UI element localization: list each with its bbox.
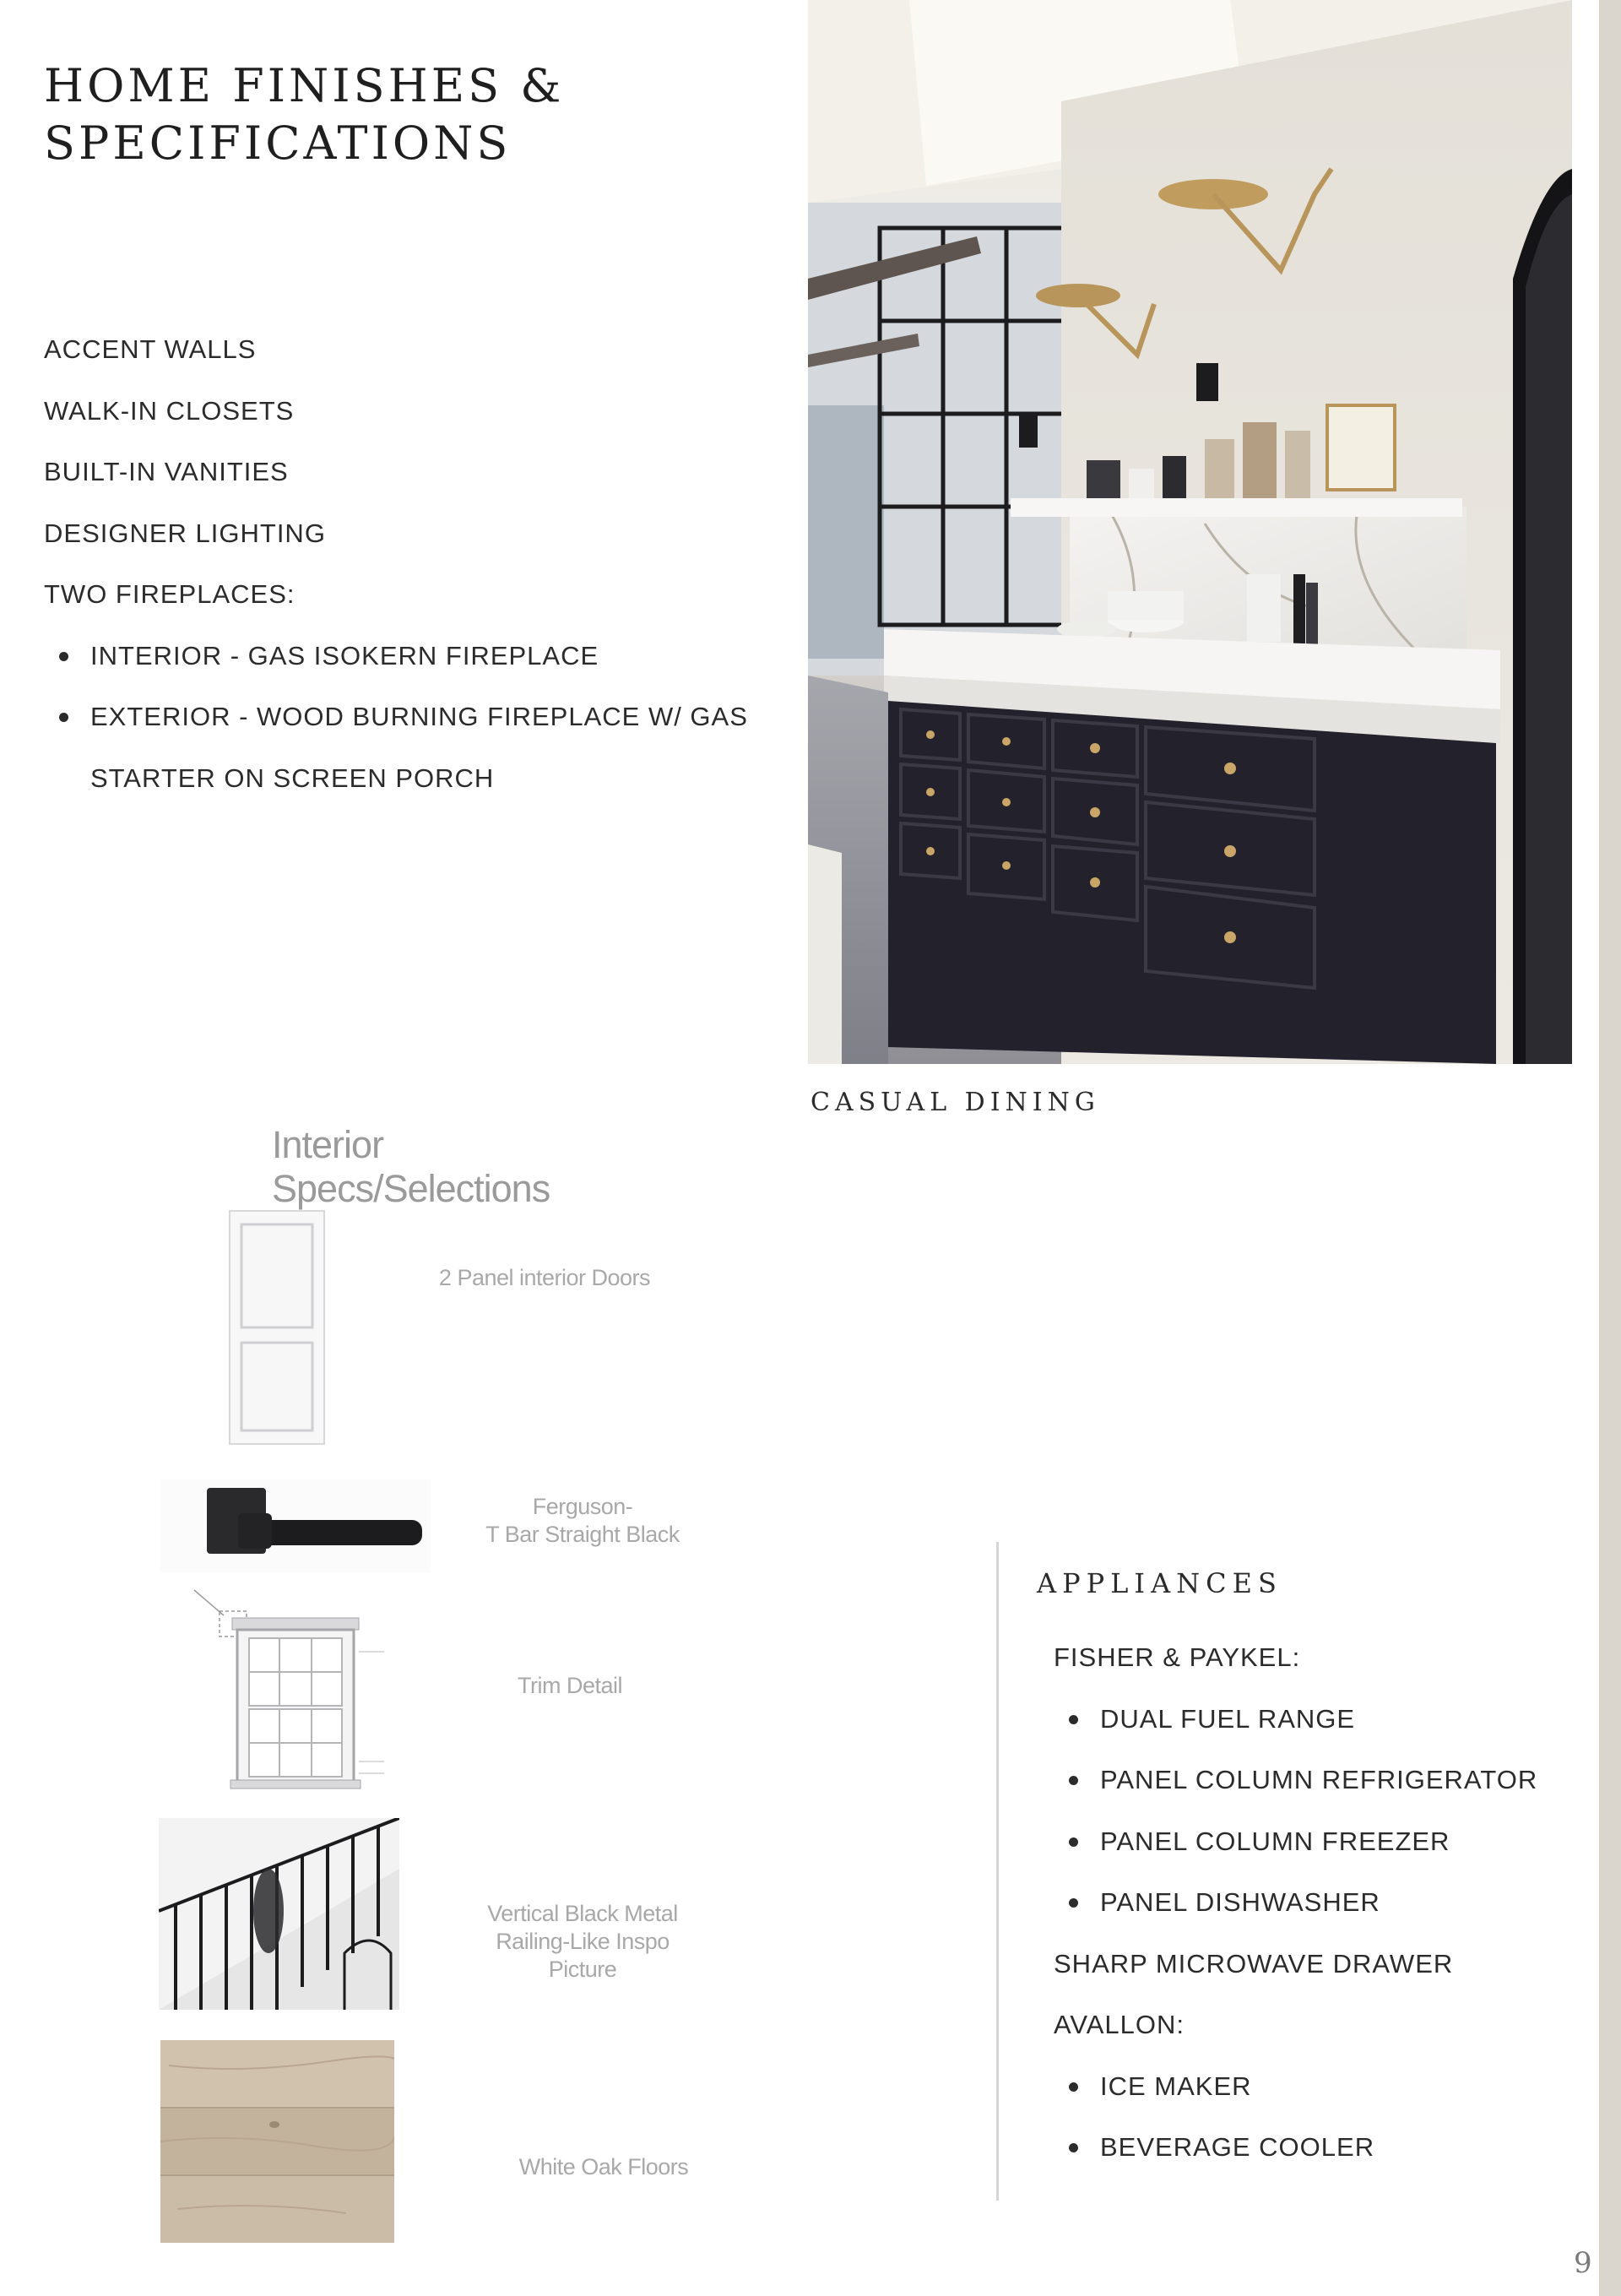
stair-railing-icon [159,1818,399,2010]
appliance-brand-sharp: SHARP MICROWAVE DRAWER [1054,1948,1454,1978]
spec-trim-label: Trim Detail [517,1673,622,1698]
appliance-item [1054,2117,1577,2179]
appliance-brand-avallon: AVALLON: [1054,2010,1185,2039]
spec-railing-line-3: Picture [548,1957,617,1982]
appliance-item-text: ICE MAKER [1100,2071,1252,2101]
interior-specs-title: Interior Specs/Selections [272,1123,550,1210]
page-edge-bar [1599,0,1621,2296]
bullet-icon [1069,2143,1078,2152]
door-handle-icon [160,1479,431,1572]
panel-door-icon [228,1209,326,1446]
spec-floor-label: White Oak Floors [518,2154,689,2179]
spec-doors-label: 2 Panel interior Doors [438,1265,651,1290]
appliance-item-text: PANEL COLUMN REFRIGERATOR [1100,1765,1538,1794]
feature-accent-walls: ACCENT WALLS [44,334,257,364]
appliance-item-text: PANEL DISHWASHER [1100,1887,1380,1917]
appliance-item [1054,1872,1577,1934]
fireplace-exterior-text: EXTERIOR - WOOD BURNING FIREPLACE W/ GAS [90,702,748,731]
bullet-icon [1069,2082,1078,2092]
photo-caption: CASUAL DINING [810,1088,1100,1117]
bullet-icon [59,713,68,722]
fireplace-interior-text: INTERIOR - GAS ISOKERN FIREPLACE [90,640,599,670]
spec-railing-line-1: Vertical Black Metal [487,1901,678,1926]
window-trim-icon [190,1586,409,1793]
appliance-item [1054,1689,1577,1750]
fireplace-exterior-item [44,687,770,809]
fireplace-exterior-continuation: STARTER ON SCREEN PORCH [90,763,495,793]
appliances-list [1054,1627,1577,2179]
spec-railing-line-2: Railing-Like Inspo [496,1929,670,1954]
feature-two-fireplaces: TWO FIREPLACES: [44,579,295,609]
spec-handle-label [473,1493,692,1549]
bullet-icon [59,652,68,661]
appliance-brand-fisher-paykel: FISHER & PAYKEL: [1054,1642,1301,1672]
page-title-line-2: SPECIFICATIONS [44,117,512,170]
appliance-item-text: DUAL FUEL RANGE [1100,1703,1356,1734]
fireplace-interior-item [44,626,770,687]
bullet-icon [1069,1898,1078,1908]
feature-built-in-vanities: BUILT-IN VANITIES [44,457,289,486]
appliance-item-text: BEVERAGE COOLER [1100,2132,1375,2162]
page-title [44,57,736,172]
appliance-item [1054,1811,1577,1873]
casual-dining-photo [808,0,1572,1064]
feature-designer-lighting: DESIGNER LIGHTING [44,518,326,548]
appliance-item [1054,2056,1577,2118]
kitchen-illustration [808,0,1572,1064]
page-title-line-1: HOME FINISHES & [44,59,565,112]
spec-railing-label [473,1900,692,1984]
spec-handle-line-2: T Bar Straight Black [485,1522,680,1547]
spec-handle-line-1: Ferguson- [532,1494,633,1519]
appliance-item-text: PANEL COLUMN FREEZER [1100,1826,1450,1856]
white-oak-floor-swatch [160,2040,394,2243]
dark-cabinet [888,701,1496,1064]
page-number: 9 [1574,2246,1592,2280]
appliance-item [1054,1750,1577,1811]
bullet-icon [1069,1776,1078,1785]
appliances-divider [996,1542,999,2201]
appliances-heading: APPLIANCES [1037,1567,1282,1599]
bullet-icon [1069,1837,1078,1847]
features-list [44,319,770,809]
bullet-icon [1069,1715,1078,1724]
feature-walk-in-closets: WALK-IN CLOSETS [44,395,295,426]
